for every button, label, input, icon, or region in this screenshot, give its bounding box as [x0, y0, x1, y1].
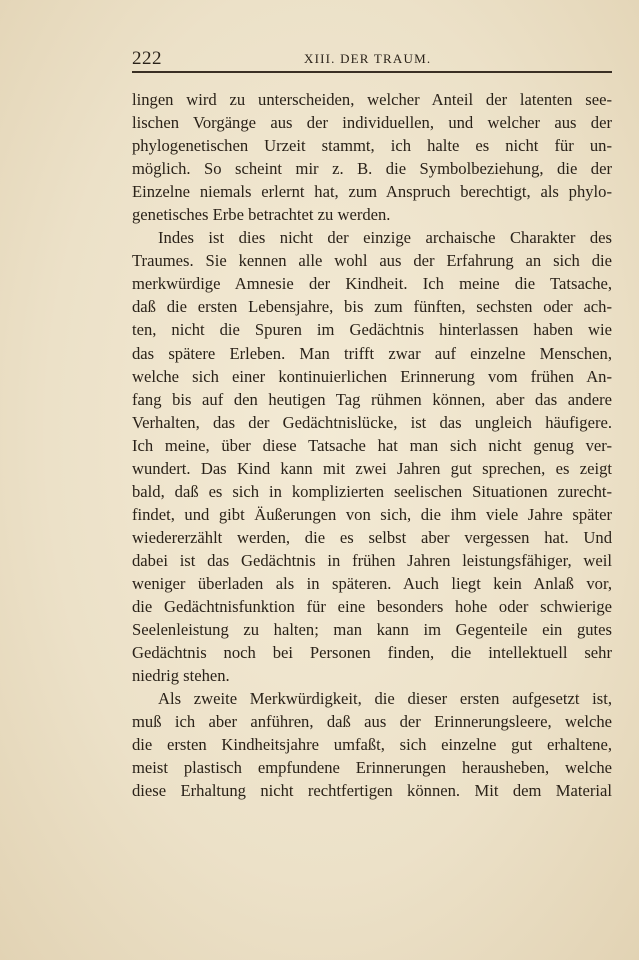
text-line: Verhalten, das der Gedächtnislücke, ist das ungleich häufigere. — [132, 412, 612, 432]
text-line: muß ich aber anführen, daß aus der Erinnerungsleere, welche — [132, 712, 612, 732]
page-number: 222 — [132, 48, 162, 69]
text-line: lingen wird zu unterscheiden, welcher Anteil der latenten see- — [132, 90, 612, 109]
text-line: welche sich einer kontinuierlichen Erinnerung vom frühen An- — [132, 366, 612, 386]
text-line: Traumes. Sie kennen alle wohl aus der Erfahrung an sich die — [132, 251, 612, 271]
text-line: die Gedächtnisfunktion für eine besonders hohe oder schwierige — [132, 597, 612, 617]
text-line: wiedererzählt werden, die es selbst aber vergessen hat. Und — [132, 527, 612, 547]
text-line: Gedächtnis noch bei Personen finden, die intellektuell sehr — [132, 643, 612, 663]
text-line: ten, nicht die Spuren im Gedächtnis hinterlassen haben wie — [132, 320, 612, 340]
text-line: phylogenetischen Urzeit stammt, ich halte es nicht für un- — [132, 136, 612, 156]
text-line: Indes ist dies nicht der einzige archaische Charakter des — [158, 228, 612, 248]
text-line: die ersten Kindheitsjahre umfaßt, sich einzelne gut erhaltene, — [132, 735, 612, 755]
text-line: lischen Vorgänge aus der individuellen, und welcher aus der — [132, 113, 612, 133]
text-line: bald, daß es sich in komplizierten seelischen Situationen zurecht- — [132, 481, 612, 501]
page-header — [132, 44, 600, 72]
text-line: meist plastisch empfundene Erinnerungen herausheben, welche — [132, 758, 612, 778]
text-line: diese Erhaltung nicht rechtfertigen können. Mit dem Material — [132, 781, 612, 801]
text-line: Einzelne niemals erlernt hat, zum Anspruch berechtigt, als phylo- — [132, 182, 612, 202]
text-line: genetisches Erbe betrachtet zu werden. — [132, 205, 391, 225]
text-line: möglich. So scheint mir z. B. die Symbolbeziehung, die der — [132, 159, 612, 179]
body-text — [132, 88, 612, 802]
text-line: fang bis auf den heutigen Tag rühmen können, aber das andere — [132, 389, 612, 409]
text-line: Seelenleistung zu halten; man kann im Gegenteile ein gutes — [132, 620, 612, 640]
text-line: das spätere Erleben. Man trifft zwar auf einzelne Menschen, — [132, 343, 612, 363]
text-line: wundert. Das Kind kann mit zwei Jahren gut sprechen, es zeigt — [132, 458, 612, 478]
text-line: Ich meine, über diese Tatsache hat man sich nicht genug ver- — [132, 435, 612, 455]
text-line: weniger überladen als in späteren. Auch liegt kein Anlaß vor, — [132, 573, 612, 593]
text-line: Als zweite Merkwürdigkeit, die dieser ersten aufgesetzt ist, — [158, 689, 612, 709]
running-head: XIII. DER TRAUM. — [304, 51, 432, 66]
text-line: findet, und gibt Äußerungen von sich, die ihm viele Jahre später — [132, 504, 612, 524]
paragraph — [132, 226, 612, 687]
text-line: niedrig stehen. — [132, 666, 230, 686]
paragraph — [132, 687, 612, 802]
text-line: merkwürdige Amnesie der Kindheit. Ich meine die Tatsache, — [132, 274, 612, 294]
text-line: dabei ist das Gedächtnis in frühen Jahren leistungsfähiger, weil — [132, 550, 612, 570]
header-rule — [132, 71, 612, 73]
paragraph — [132, 88, 612, 226]
text-line: daß die ersten Lebensjahre, bis zum fünften, sechsten oder ach- — [132, 297, 612, 317]
